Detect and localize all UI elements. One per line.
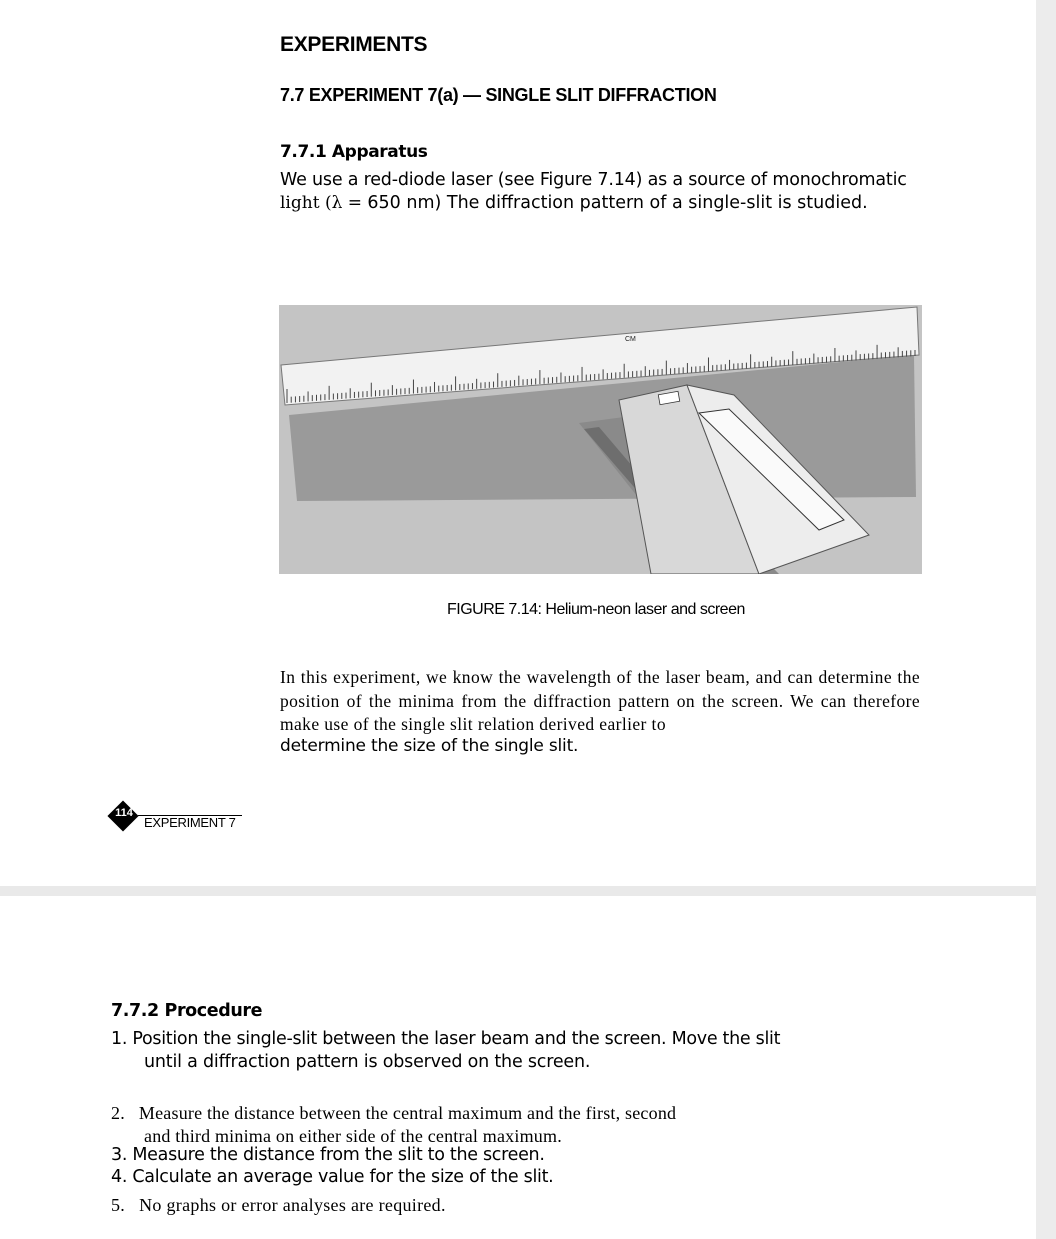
body-paragraph — [280, 666, 920, 755]
step-1-line-1 — [111, 1029, 780, 1049]
ruler-unit-label: CM — [625, 336, 636, 343]
step-1-number: 1. — [111, 1029, 128, 1049]
step-2-line-2: and third minima on either side of the central maximum. — [144, 1126, 562, 1146]
step-2-line-1 — [111, 1103, 676, 1124]
step-1-text: Position the single-slit between the laser beam and the screen. Move the slit — [132, 1029, 781, 1049]
step-1-line-2: until a diffraction pattern is observed on the screen. — [144, 1052, 591, 1072]
apparatus-line-2-end: 650 nm) The diffraction pattern of a single-slit is studied. — [367, 193, 868, 213]
body-line-1: In this experiment, we know the wavelength of the laser beam, and can — [280, 667, 813, 687]
step-2-number: 2. — [111, 1103, 125, 1123]
footer-label: EXPERIMENT 7 — [144, 815, 236, 830]
step-5-number: 5. — [111, 1195, 126, 1215]
body-line-2: determine the position of the minima from the diffraction pattern on the — [280, 667, 921, 711]
running-header: EXPERIMENTS — [280, 33, 428, 56]
page-separator — [0, 886, 1036, 896]
step-3 — [111, 1145, 545, 1165]
apparatus-line-2 — [280, 193, 868, 213]
step-3-number: 3. — [111, 1145, 128, 1165]
step-4 — [111, 1167, 553, 1187]
step-5 — [111, 1195, 446, 1216]
step-4-text: Calculate an average value for the size of the slit. — [132, 1167, 554, 1187]
figure-caption: FIGURE 7.14: Helium-neon laser and screen — [447, 601, 745, 618]
viewer-scroll-gutter[interactable] — [1036, 0, 1056, 1239]
step-3-text: Measure the distance from the slit to the screen. — [132, 1145, 545, 1165]
apparatus-line-2-start: light (λ = — [280, 193, 368, 213]
figure-laser-photo — [279, 305, 922, 574]
step-5-text: No graphs or error analyses are required. — [139, 1195, 446, 1215]
section-title: 7.7 EXPERIMENT 7(a) — SINGLE SLIT DIFFRACTION — [280, 85, 717, 105]
body-line-4: determine the size of the single slit. — [280, 735, 579, 756]
page-number: 114 — [115, 807, 133, 819]
laser-screen-illustration — [279, 305, 922, 574]
procedure-heading: 7.7.2 Procedure — [111, 1001, 263, 1021]
apparatus-heading: 7.7.1 Apparatus — [280, 142, 428, 162]
apparatus-line-1: We use a red-diode laser (see Figure 7.14) as a source of monochromatic — [280, 170, 907, 190]
step-4-number: 4. — [111, 1167, 128, 1187]
step-2-text: Measure the distance between the central maximum and the first, second — [138, 1103, 677, 1123]
body-line-3: screen. We can therefore make use of the single slit relation derived earlier to — [280, 690, 921, 734]
